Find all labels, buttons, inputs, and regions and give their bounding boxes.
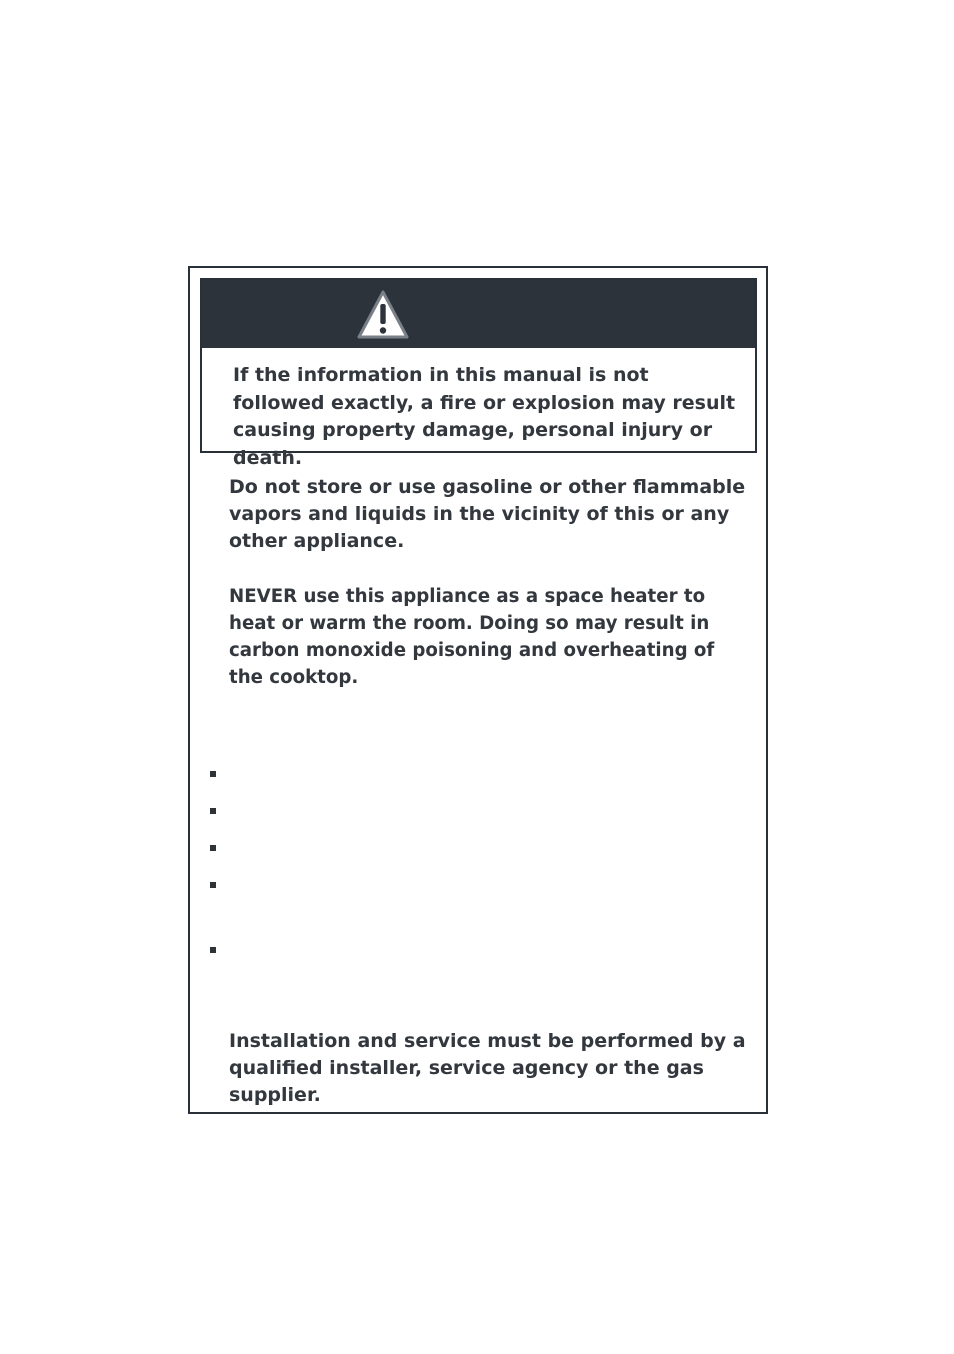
bullet-marker: [210, 808, 216, 814]
list-item: [229, 839, 729, 859]
flammables-notice: Do not store or use gasoline or other flammable vapors and liquids in the vicinity of this or any other appliance.: [229, 476, 746, 552]
warning-triangle-icon: [357, 290, 409, 340]
bullet-marker: [210, 771, 216, 777]
warning-box: [200, 278, 757, 469]
bullet-marker: [210, 845, 216, 851]
bullet-marker: [210, 882, 216, 888]
bullet-marker: [210, 947, 216, 953]
warning-header-bar: [202, 280, 755, 348]
list-item: [229, 802, 729, 822]
list-item: [229, 765, 729, 785]
space-heater-notice: NEVER use this appliance as a space heater to heat or warm the room. Doing so may result in carbon monoxide poisoning and overheating of the cooktop.: [229, 586, 715, 688]
installation-notice: Installation and service must be performed by a qualified installer, service agency or the gas supplier.: [229, 1030, 746, 1106]
list-item: [229, 941, 729, 961]
warning-message: If the information in this manual is not followed exactly, a fire or explosion may result causing property damage, personal injury or death.: [233, 364, 736, 469]
list-item: [229, 876, 729, 896]
